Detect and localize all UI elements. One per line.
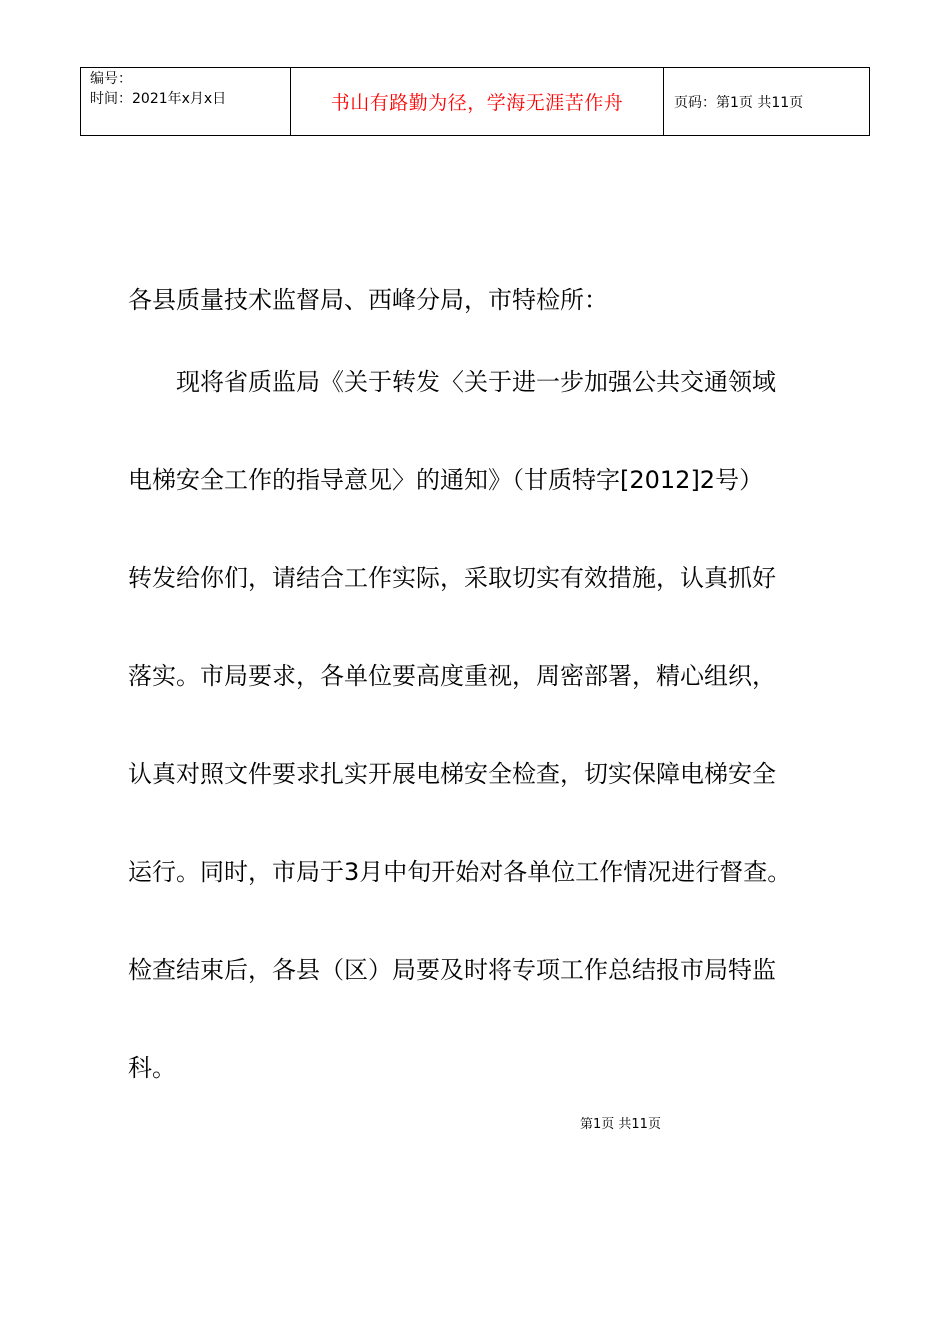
document-number-label: 编号： <box>90 71 132 87</box>
header-page-info: 页码：第1页 共11页 <box>664 68 870 136</box>
body-line: 电梯安全工作的指导意见〉的通知》（甘质特字[2012]2号） <box>128 466 764 494</box>
body-line: 落实。市局要求，各单位要高度重视，周密部署，精心组织， <box>128 662 776 690</box>
body-line: 运行。同时，市局于3月中旬开始对各单位工作情况进行督查。 <box>128 858 792 886</box>
body-line: 检查结束后，各县（区）局要及时将专项工作总结报市局特监 <box>128 956 776 984</box>
greeting-line: 各县质量技术监督局、西峰分局，市特检所： <box>128 286 608 314</box>
body-line: 科。 <box>128 1054 176 1082</box>
header-meta-cell <box>81 68 291 136</box>
document-date-label: 时间：2021年x月x日 <box>90 91 227 107</box>
body-line: 认真对照文件要求扎实开展电梯安全检查，切实保障电梯安全 <box>128 760 776 788</box>
body-line: 转发给你们，请结合工作实际，采取切实有效措施，认真抓好 <box>128 564 776 592</box>
header-motto: 书山有路勤为径，学海无涯苦作舟 <box>291 68 664 136</box>
footer-page-number: 第1页 共11页 <box>580 1117 661 1132</box>
document-header-table <box>80 67 870 136</box>
body-line: 现将省质监局《关于转发〈关于进一步加强公共交通领域 <box>128 368 776 396</box>
